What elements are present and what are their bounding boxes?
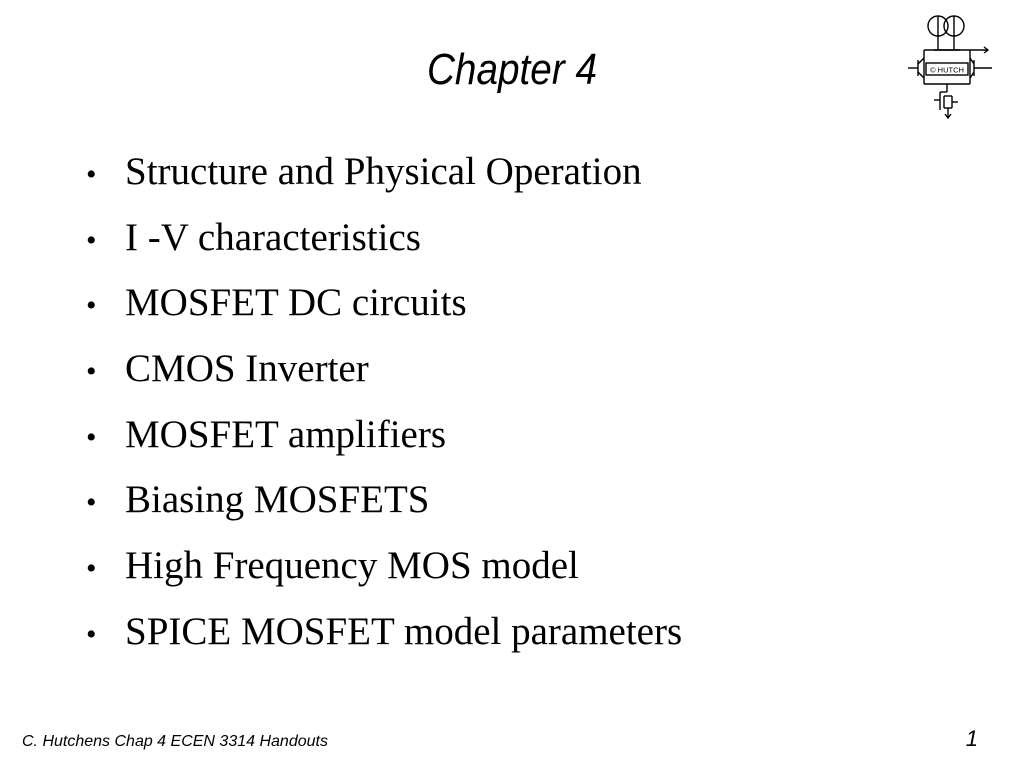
- page-number: 1: [965, 726, 978, 751]
- bullet-text: MOSFET DC circuits: [125, 281, 467, 325]
- slide-title: Chapter 4: [426, 45, 598, 94]
- footer-text: C. Hutchens Chap 4 ECEN 3314 Handouts: [22, 733, 328, 750]
- bullet-text: Structure and Physical Operation: [125, 150, 642, 193]
- bullet-dot: •: [86, 420, 97, 454]
- bullet-text: CMOS Inverter: [125, 347, 369, 391]
- bullet-text: I -V characteristics: [125, 215, 421, 259]
- bullet-text: High Frequency MOS model: [125, 544, 579, 588]
- bullet-list: [86, 146, 682, 672]
- bullet-text: SPICE MOSFET model parameters: [125, 609, 683, 653]
- bullet-item: [86, 146, 682, 212]
- bullet-dot: •: [86, 617, 97, 651]
- logo-label: © HUTCH: [930, 65, 964, 75]
- bullet-item: [86, 540, 682, 606]
- bullet-dot: •: [86, 223, 97, 257]
- bullet-text: MOSFET amplifiers: [125, 412, 447, 456]
- bullet-dot: •: [86, 158, 97, 191]
- bullet-dot: •: [86, 289, 97, 323]
- bullet-item: [86, 277, 682, 343]
- bullet-item: [86, 409, 682, 475]
- bullet-dot: •: [86, 486, 97, 520]
- bullet-text: Biasing MOSFETS: [125, 478, 430, 522]
- bullet-item: [86, 474, 682, 540]
- bullet-dot: •: [86, 355, 97, 389]
- bullet-item: [86, 212, 682, 278]
- bullet-item: [86, 606, 682, 672]
- hutch-circuit-logo: [904, 12, 996, 124]
- bullet-dot: •: [86, 552, 97, 586]
- bullet-item: [86, 343, 682, 409]
